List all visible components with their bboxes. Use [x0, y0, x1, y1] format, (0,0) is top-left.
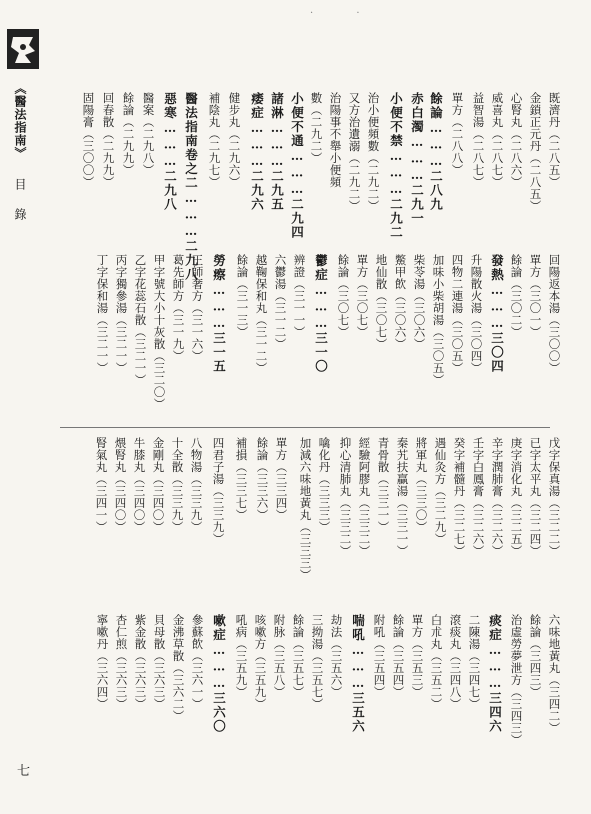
- toc-entry: 餘論（三五七）: [291, 614, 306, 698]
- toc-heading: 發熱………三〇四: [489, 254, 505, 374]
- toc-entry: 餘論（三〇七）: [336, 254, 351, 338]
- toc-entry: 咳嗽方（三五九）: [253, 614, 268, 710]
- toc-entry: 附脉（三五八）: [272, 614, 287, 698]
- toc-entry: 丙字獨參湯（三二一）: [114, 254, 129, 374]
- toc-entry: 庚字消化丸（三二五）: [509, 437, 524, 557]
- page-number: 七: [17, 764, 31, 779]
- toc-entry: 金沸草散（三六二）: [171, 614, 186, 722]
- toc-entry: 二陳湯（三四七）: [467, 614, 482, 710]
- book-title: 《醫法指南》: [13, 82, 27, 160]
- toc-entry: 單方（三三四）: [274, 437, 289, 521]
- toc-entry: 秦艽扶贏湯（三三一）: [395, 437, 410, 557]
- toc-entry: 治虛勞夢泄方（三四三）: [509, 614, 524, 746]
- toc-entry: 劫法（三五六）: [329, 614, 344, 698]
- toc-entry: 經驗阿膠丸（三三二）: [357, 437, 372, 557]
- toc-entry: 又方治遺溺（二九二）: [347, 92, 362, 212]
- toc-entry: 葛先師方（三一九）: [171, 254, 186, 362]
- toc-entry: 益智湯（二八七）: [471, 92, 486, 188]
- toc-entry: 地仙散（三〇七）: [374, 254, 389, 350]
- toc-entry: 噙化丹（三三三）: [317, 437, 332, 533]
- toc-entry: 煨腎丸（三四〇）: [113, 437, 128, 533]
- toc-entry: 升陽散火湯（三〇四）: [469, 254, 484, 374]
- toc-entry: 青骨散（三三一）: [376, 437, 391, 533]
- toc-entry: 補陰丸（二九七）: [207, 92, 222, 188]
- toc-entry: 金剛丸（三四〇）: [151, 437, 166, 533]
- toc-entry: 餘論（三五四）: [391, 614, 406, 698]
- toc-entry: 醫案（二九八）: [141, 92, 156, 176]
- toc-entry: 戊字保真湯（三二二）: [547, 437, 562, 557]
- toc-entry: 單方（三〇一）: [528, 254, 543, 338]
- toc-entry: 已字太平丸（三二四）: [528, 437, 543, 557]
- toc-entry: 加減六味地黃丸（三三三）: [298, 437, 313, 581]
- toc-heading: 諸淋………二九五: [269, 92, 285, 212]
- toc-entry: 加味小柴胡湯（三〇五）: [431, 254, 446, 386]
- toc-heading: 勞瘵………三一五: [211, 254, 227, 374]
- toc-entry: 貝母散（三六三）: [152, 614, 167, 710]
- toc-entry: 餘論（三三六）: [255, 437, 270, 521]
- toc-entry: 餘論（二九九）: [121, 92, 136, 176]
- toc-entry: 金鎖正元丹（二八五）: [528, 92, 543, 212]
- toc-heading: 赤白濁………二九一: [409, 92, 425, 226]
- section-divider: [60, 427, 550, 428]
- toc-entry: 六鬱湯（三一二）: [273, 254, 288, 350]
- toc-entry: 壬字白鳳膏（三二六）: [471, 437, 486, 557]
- toc-heading: 痿症………二九六: [249, 92, 265, 212]
- toc-entry: 附吼（三五四）: [372, 614, 387, 698]
- toc-entry: 既濟丹（二八五）: [547, 92, 562, 188]
- toc-entry: 遇仙灸方（三二九）: [433, 437, 448, 545]
- toc-entry: 將軍丸（三三〇）: [414, 437, 429, 533]
- scan-marks: · ·: [310, 8, 380, 19]
- toc-heading: 小便不通………二九四: [289, 92, 305, 240]
- toc-entry: 紫金散（三六三）: [133, 614, 148, 710]
- toc-entry: 威喜丸（二八七）: [490, 92, 505, 188]
- toc-entry: 餘論（三〇二）: [509, 254, 524, 338]
- toc-entry: 滾痰丸（三四八）: [448, 614, 463, 710]
- toc-heading: 醫法指南卷之二………二九八: [183, 92, 199, 282]
- toc-entry: 六味地黃丸（三四二）: [547, 614, 562, 734]
- toc-entry: 腎氣丸（三四一）: [94, 437, 109, 533]
- toc-entry: 回春散（二九九）: [101, 92, 116, 188]
- section-label: 目錄: [13, 178, 27, 238]
- toc-entry: 十全散（三三九）: [170, 437, 185, 533]
- toc-entry: 餘論（三四三）: [528, 614, 543, 698]
- toc-entry: 心腎丸（二八六）: [509, 92, 524, 188]
- toc-entry: 參蘇飲（三六一）: [190, 614, 205, 710]
- toc-heading: 鬱症………三一〇: [313, 254, 329, 374]
- toc-entry: 癸字補髓丹（三二七）: [452, 437, 467, 557]
- toc-entry: 越鞠保和丸（三一二）: [254, 254, 269, 374]
- toc-entry: 辨證（三一一）: [292, 254, 307, 338]
- toc-entry: 甲字號大小十灰散（三二〇）: [152, 254, 167, 410]
- toc-entry: 丁字保和湯（三二一）: [95, 254, 110, 374]
- toc-entry: 四君子湯（三三九）: [211, 437, 226, 545]
- toc-entry: 餘論（三一三）: [235, 254, 250, 338]
- toc-entry: 單方（二八八）: [450, 92, 465, 176]
- toc-entry: 鱉甲飲（三〇六）: [393, 254, 408, 350]
- toc-entry: 寧嗽丹（三六四）: [95, 614, 110, 710]
- toc-entry: 吼病（三五九）: [234, 614, 249, 698]
- toc-heading: 痰症………三四六: [487, 614, 503, 734]
- toc-heading: 喘吼………三五六: [350, 614, 366, 734]
- toc-entry: 治小便頻數（二九二）: [366, 92, 381, 212]
- toc-heading: 嗽症………三六〇: [211, 614, 227, 734]
- toc-entry: 杏仁煎（三六三）: [114, 614, 129, 710]
- toc-entry: 柴苓湯（三〇六）: [412, 254, 427, 350]
- publisher-logo-icon: [5, 27, 41, 71]
- toc-entry: 健步丸（二九六）: [227, 92, 242, 188]
- toc-entry: 王師奢方（三一六）: [190, 254, 205, 362]
- toc-entry: 抑心清肺丸（三三二）: [338, 437, 353, 557]
- toc-entry: 固陽膏（三〇〇）: [81, 92, 96, 188]
- toc-entry: 三拗湯（三五七）: [310, 614, 325, 710]
- toc-entry: 數（二九二）: [309, 92, 324, 164]
- toc-entry: 白朮丸（三五二）: [429, 614, 444, 710]
- toc-entry: 治陽事不舉小便頻: [328, 92, 343, 188]
- toc-entry: 八物湯（三三九）: [189, 437, 204, 533]
- toc-entry: 辛字潤肺膏（三二六）: [490, 437, 505, 557]
- toc-heading: 惡寒………二九八: [162, 92, 178, 212]
- toc-entry: 單方（三五三）: [410, 614, 425, 698]
- toc-entry: 乙字花蕊石散（三二一）: [133, 254, 148, 386]
- toc-entry: 補損（三三七）: [234, 437, 249, 521]
- toc-entry: 四物二連湯（三〇五）: [450, 254, 465, 374]
- toc-entry: 回陽返本湯（三〇〇）: [547, 254, 562, 374]
- toc-heading: 小便不禁………二九二: [388, 92, 404, 240]
- toc-entry: 單方（三〇七）: [355, 254, 370, 338]
- toc-heading: 餘論………二八九: [428, 92, 444, 212]
- toc-entry: 牛膝丸（三四〇）: [132, 437, 147, 533]
